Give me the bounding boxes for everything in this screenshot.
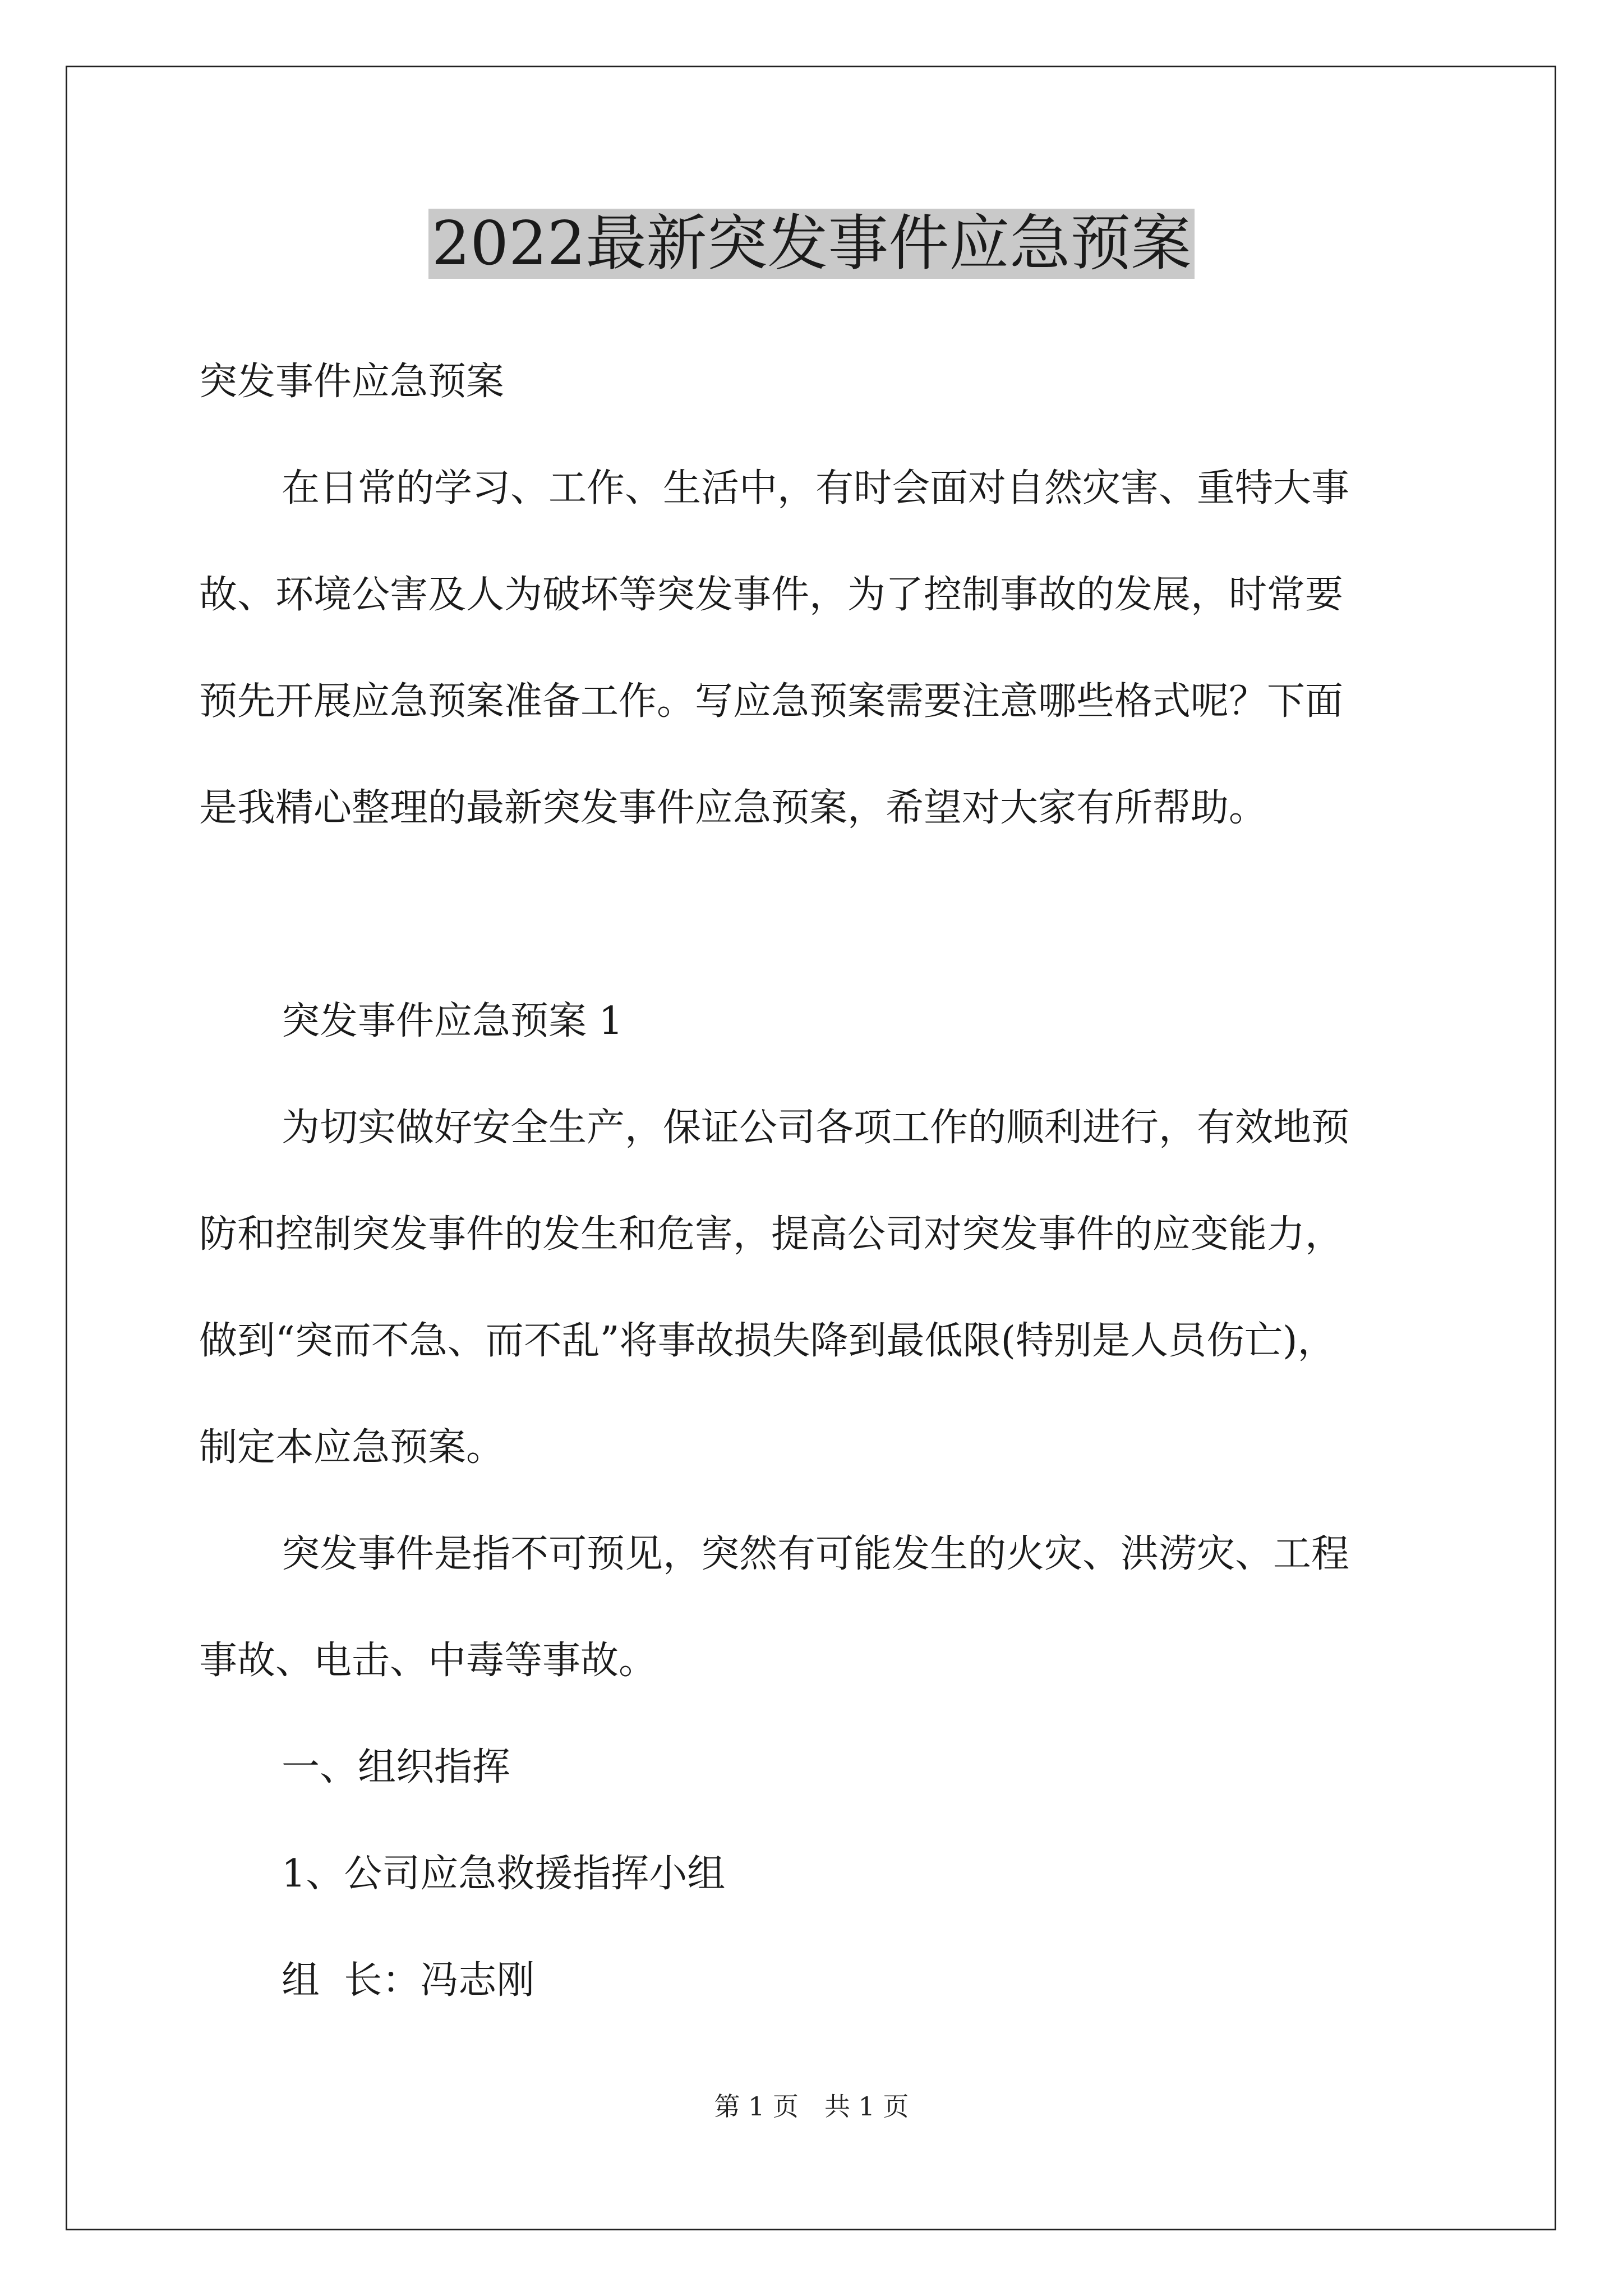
para2-line-1: 突发事件是指不可预见，突然有可能发生的火灾、洪涝灾、工程 [282,1532,1350,1576]
intro-line-3: 预先开展应急预案准备工作。写应急预案需要注意哪些格式呢？下面 [199,679,1344,724]
para1-line-1: 为切实做好安全生产，保证公司各项工作的顺利进行，有效地预 [282,1106,1350,1150]
list-item-organization: 一、组织指挥 [282,1745,511,1789]
section-heading: 突发事件应急预案 1 [282,999,623,1043]
intro-line-2: 故、环境公害及人为破坏等突发事件，为了控制事故的发展，时常要 [199,573,1344,617]
para2-line-2: 事故、电击、中毒等事故。 [199,1639,657,1683]
para1-line-2: 防和控制突发事件的发生和危害，提高公司对突发事件的应变能力， [199,1212,1344,1257]
title-highlight: 2022最新突发事件应急预案 [428,209,1195,279]
para1-line-3: 做到“突而不急、而不乱”将事故损失降到最低限(特别是人员伤亡)， [199,1319,1336,1363]
para1-line-4: 制定本应急预案。 [199,1425,505,1470]
document-subtitle: 突发事件应急预案 [199,360,505,404]
page-footer: 第 1 页 共 1 页 [714,2091,909,2122]
list-item-team-leader: 组 长：冯志刚 [282,1958,535,2003]
intro-line-4: 是我精心整理的最新突发事件应急预案，希望对大家有所帮助。 [199,786,1267,830]
intro-line-1: 在日常的学习、工作、生活中，有时会面对自然灾害、重特大事 [282,466,1350,510]
list-item-rescue-team: 1、公司应急救援指挥小组 [282,1852,726,1896]
document-title [0,205,1623,283]
